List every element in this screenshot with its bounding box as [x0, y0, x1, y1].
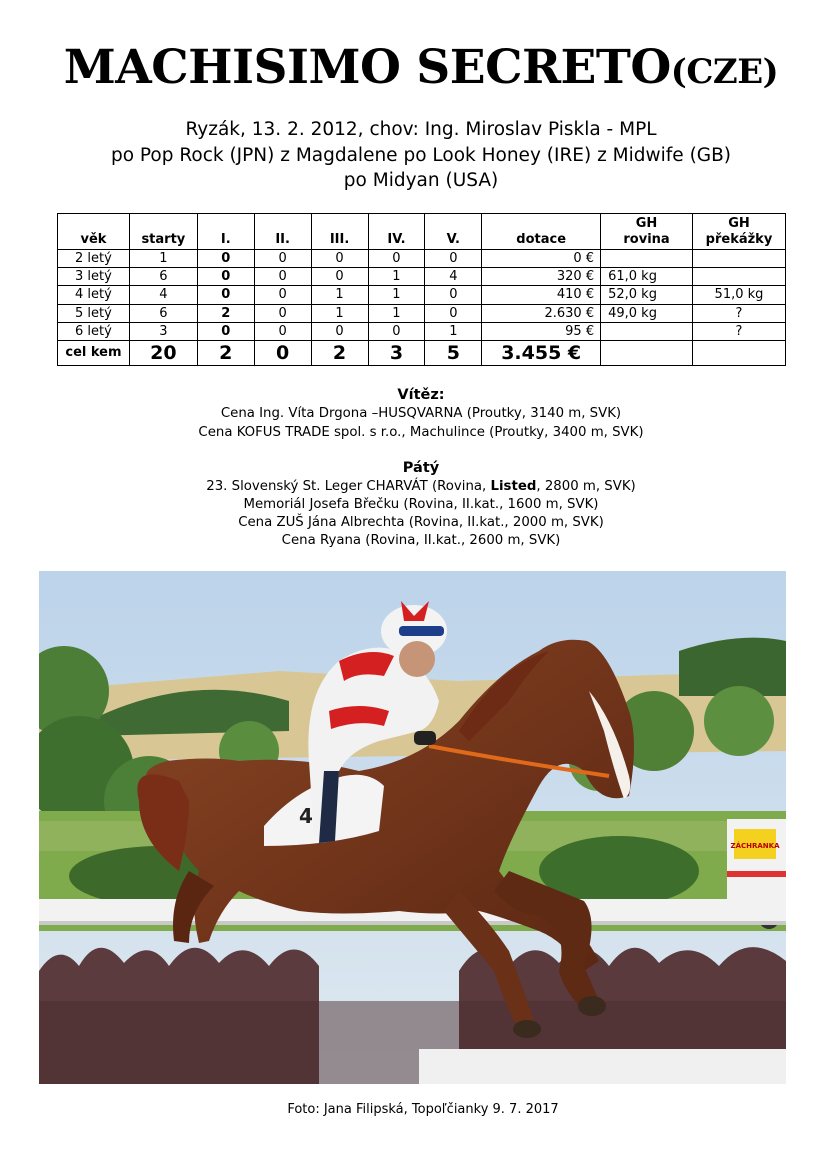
total-cell: 3 [368, 340, 425, 365]
fifth-heading: Pátý [402, 460, 440, 476]
horse-name: MACHISIMO SECRETO [63, 40, 671, 95]
col-header: IV. [368, 214, 425, 250]
fifth-race: Memoriál Josefa Břečku (Rovina, II.kat., 1600 m, SVK) [243, 497, 599, 512]
table-cell-fifth: 0 [425, 250, 482, 268]
table-cell-money: 320 € [482, 268, 601, 286]
total-cell: 2 [197, 340, 254, 365]
ambulance-label: ZÁCHRANKA [730, 842, 780, 850]
table-cell-second: 0 [254, 322, 311, 340]
fifth-race: Cena ZUŠ Jána Albrechta (Rovina, II.kat., 2000 m, SVK) [238, 515, 604, 530]
table-cell-age: 6 letý [58, 322, 130, 340]
table-cell-first: 0 [197, 286, 254, 304]
table-cell-gh-jump [692, 250, 785, 268]
table-cell-starts: 3 [129, 322, 197, 340]
fifth-race: Cena Ryana (Rovina, II.kat., 2600 m, SVK) [281, 533, 561, 548]
col-header-gh-rovina: GH rovina [601, 214, 693, 250]
table-cell-money: 2.630 € [482, 304, 601, 322]
saddle-number: 4 [299, 804, 313, 828]
horse-info-line: Ryzák, 13. 2. 2012, chov: Ing. Miroslav Piskla - MPL [185, 119, 657, 140]
steeplechase-illustration [39, 571, 786, 1084]
table-cell-gh-jump: ? [692, 322, 785, 340]
table-cell-third: 0 [311, 322, 368, 340]
col-header: věk [58, 214, 130, 250]
col-header: I. [197, 214, 254, 250]
table-cell-gh-flat [601, 322, 693, 340]
winner-race: Cena KOFUS TRADE spol. s r.o., Machulince (Proutky, 3400 m, SVK) [198, 425, 644, 440]
col-header: III. [311, 214, 368, 250]
table-cell-fifth: 1 [425, 322, 482, 340]
total-cell: 0 [254, 340, 311, 365]
total-money: 3.455 € [482, 340, 601, 365]
total-label: cel kem [58, 340, 130, 365]
table-cell-age: 2 letý [58, 250, 130, 268]
table-cell-first: 0 [197, 250, 254, 268]
col-header-gh-prekazky: GH překážky [692, 214, 785, 250]
col-header: dotace [482, 214, 601, 250]
table-cell-money: 95 € [482, 322, 601, 340]
table-header-row [58, 214, 786, 250]
total-cell [601, 340, 693, 365]
table-cell-gh-flat [601, 250, 693, 268]
table-cell-age: 3 letý [58, 268, 130, 286]
table-cell-fifth: 0 [425, 286, 482, 304]
table-cell-money: 410 € [482, 286, 601, 304]
table-cell-starts: 6 [129, 304, 197, 322]
table-cell-gh-jump: 51,0 kg [692, 286, 785, 304]
table-total-row [58, 340, 786, 365]
table-cell-third: 1 [311, 304, 368, 322]
winner-race: Cena Ing. Víta Drgona –HUSQVARNA (Proutky, 3140 m, SVK) [220, 406, 622, 421]
total-cell [692, 340, 785, 365]
race-stats-table [57, 213, 786, 366]
table-row [58, 250, 786, 268]
table-row [58, 286, 786, 304]
table-cell-gh-jump [692, 268, 785, 286]
table-cell-age: 5 letý [58, 304, 130, 322]
total-cell: 20 [129, 340, 197, 365]
table-cell-money: 0 € [482, 250, 601, 268]
col-header: starty [129, 214, 197, 250]
col-header: V. [425, 214, 482, 250]
table-cell-gh-flat: 61,0 kg [601, 268, 693, 286]
table-cell-fifth: 4 [425, 268, 482, 286]
pedigree-line: po Pop Rock (JPN) z Magdalene po Look Honey (IRE) z Midwife (GB) [110, 145, 732, 166]
table-cell-second: 0 [254, 268, 311, 286]
table-row [58, 268, 786, 286]
table-row [58, 304, 786, 322]
table-cell-age: 4 letý [58, 286, 130, 304]
total-cell: 2 [311, 340, 368, 365]
table-cell-third: 0 [311, 268, 368, 286]
table-cell-starts: 1 [129, 250, 197, 268]
winner-heading: Vítěz: [397, 387, 445, 403]
pedigree-line-2: po Midyan (USA) [343, 170, 499, 191]
table-cell-third: 1 [311, 286, 368, 304]
photo-caption: Foto: Jana Filipská, Topoľčianky 9. 7. 2017 [287, 1102, 559, 1117]
table-cell-fourth: 1 [368, 286, 425, 304]
table-cell-starts: 4 [129, 286, 197, 304]
fifth-race: 23. Slovenský St. Leger CHARVÁT (Rovina, Listed, 2800 m, SVK) [206, 479, 636, 494]
table-cell-first: 2 [197, 304, 254, 322]
table-cell-second: 0 [254, 286, 311, 304]
table-cell-starts: 6 [129, 268, 197, 286]
race-photo [39, 571, 786, 1084]
table-cell-fourth: 1 [368, 268, 425, 286]
table-cell-first: 0 [197, 268, 254, 286]
table-cell-first: 0 [197, 322, 254, 340]
table-cell-second: 0 [254, 304, 311, 322]
table-cell-fifth: 0 [425, 304, 482, 322]
table-cell-second: 0 [254, 250, 311, 268]
table-cell-fourth: 0 [368, 322, 425, 340]
table-cell-gh-flat: 49,0 kg [601, 304, 693, 322]
table-cell-fourth: 0 [368, 250, 425, 268]
horse-name-title [0, 40, 826, 95]
table-cell-fourth: 1 [368, 304, 425, 322]
table-cell-gh-flat: 52,0 kg [601, 286, 693, 304]
table-cell-third: 0 [311, 250, 368, 268]
table-row [58, 322, 786, 340]
col-header: II. [254, 214, 311, 250]
horse-country: (CZE) [670, 52, 779, 92]
total-cell: 5 [425, 340, 482, 365]
table-cell-gh-jump: ? [692, 304, 785, 322]
